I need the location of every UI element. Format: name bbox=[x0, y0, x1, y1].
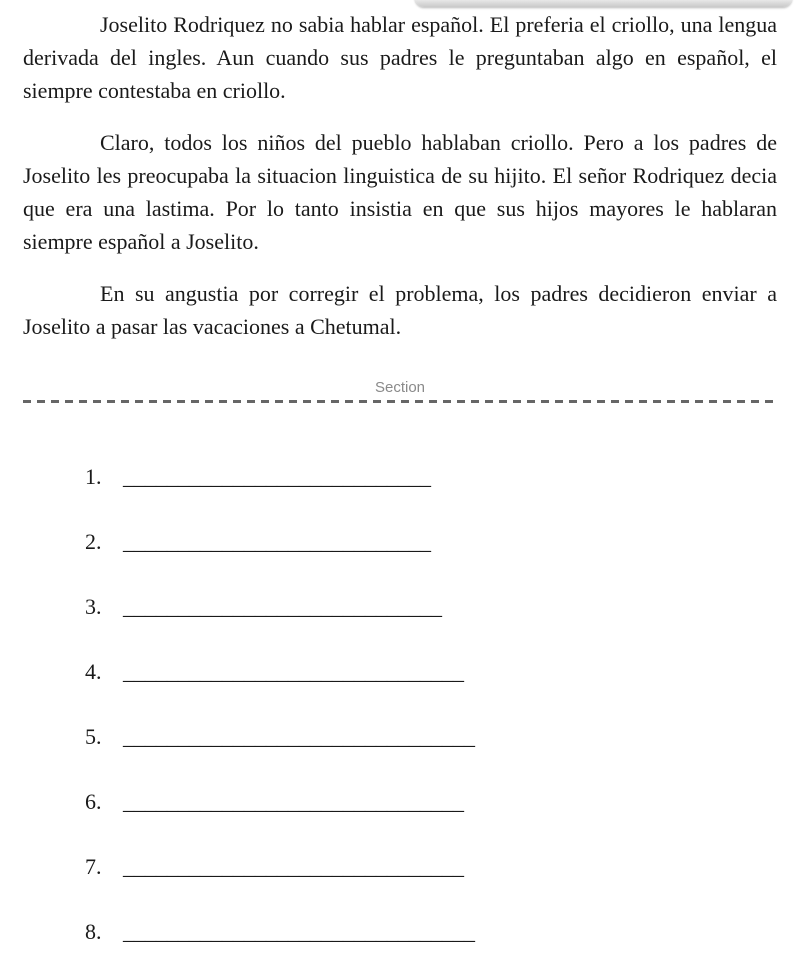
answer-blank-line[interactable]: _______________________________ bbox=[123, 854, 464, 879]
answer-number: 8. bbox=[85, 919, 102, 944]
answer-blank-row-7 bbox=[85, 853, 777, 881]
answer-number: 4. bbox=[85, 659, 102, 684]
answer-blank-row-6 bbox=[85, 788, 777, 816]
answer-blank-line[interactable]: ________________________________ bbox=[123, 919, 475, 944]
answer-blank-line[interactable]: ____________________________ bbox=[123, 529, 431, 554]
answer-number: 6. bbox=[85, 789, 102, 814]
section-label: Section bbox=[374, 379, 426, 396]
paragraph-3: En su angustia por corregir el problema, los padres decidieron enviar a Joselito a pasar las vacaciones a Chetumal. bbox=[23, 281, 777, 339]
answer-blank-line[interactable]: ________________________________ bbox=[123, 724, 475, 749]
answer-blank-list bbox=[23, 463, 777, 946]
answer-blank-row-5 bbox=[85, 723, 777, 751]
section-divider bbox=[23, 378, 777, 403]
answer-number: 2. bbox=[85, 529, 102, 554]
answer-blank-row-4 bbox=[85, 658, 777, 686]
answer-number: 1. bbox=[85, 464, 102, 489]
answer-blank-line[interactable]: ____________________________ bbox=[123, 464, 431, 489]
section-divider-dashed-line bbox=[23, 400, 777, 403]
paragraph-1: Joselito Rodriquez no sabia hablar español. El preferia el criollo, una lengua derivada del ingles. Aun cuando sus padres le preguntaban algo en español, el siempre contestaba en criollo. bbox=[23, 12, 777, 103]
answer-blank-line[interactable]: _______________________________ bbox=[123, 789, 464, 814]
answer-blank-row-3 bbox=[85, 593, 777, 621]
answer-number: 3. bbox=[85, 594, 102, 619]
paragraph-2: Claro, todos los niños del pueblo hablaban criollo. Pero a los padres de Joselito les preocupaba la situacion linguistica de su hijito. El señor Rodriquez decia que era una lastima. Por lo tanto insistia en que sus hijos mayores le hablaran siempre español a Joselito. bbox=[23, 130, 777, 254]
answer-number: 7. bbox=[85, 854, 102, 879]
answer-blank-row-8 bbox=[85, 918, 777, 946]
answer-number: 5. bbox=[85, 724, 102, 749]
answer-blank-row-1 bbox=[85, 463, 777, 491]
answer-blank-row-2 bbox=[85, 528, 777, 556]
answer-blank-line[interactable]: _______________________________ bbox=[123, 659, 464, 684]
answer-blank-line[interactable]: _____________________________ bbox=[123, 594, 442, 619]
floating-toolbar-partial-edge[interactable] bbox=[415, 0, 792, 7]
